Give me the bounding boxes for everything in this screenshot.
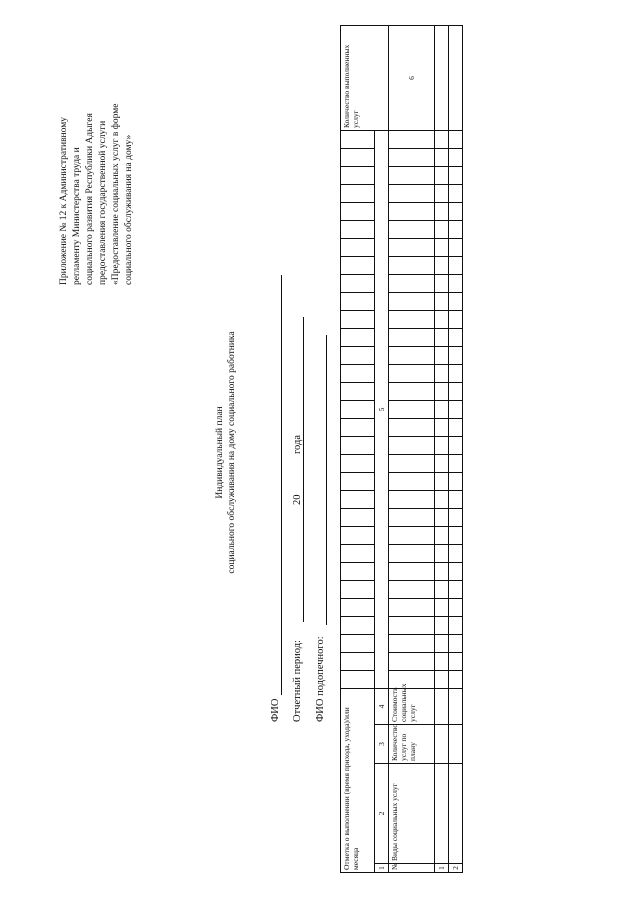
table-cell[interactable]	[449, 725, 463, 764]
day-cell[interactable]	[389, 526, 435, 544]
mark-header: Отметка о выполнении (время прихода, ухода)/или месяца	[341, 688, 375, 872]
appendix-line: «Предоставление социальных услуг в форме	[111, 103, 121, 285]
day-cell	[341, 580, 375, 598]
day-cell[interactable]	[435, 634, 449, 652]
day-cell	[341, 220, 375, 238]
day-cell[interactable]	[449, 382, 463, 400]
day-cell[interactable]	[389, 652, 435, 670]
day-cell[interactable]	[449, 580, 463, 598]
day-cell	[341, 400, 375, 418]
appendix-line: Приложение № 12 к Административному	[59, 117, 69, 285]
day-cell[interactable]	[435, 364, 449, 382]
table-cell[interactable]	[435, 725, 449, 764]
day-cell[interactable]	[435, 130, 449, 148]
day-cell	[341, 256, 375, 274]
table-cell[interactable]	[449, 688, 463, 724]
day-cell[interactable]	[435, 346, 449, 364]
day-cell[interactable]	[389, 310, 435, 328]
day-cell[interactable]	[389, 346, 435, 364]
day-cell[interactable]	[389, 274, 435, 292]
day-cell[interactable]	[449, 436, 463, 454]
day-cell[interactable]	[449, 544, 463, 562]
table-row	[449, 25, 463, 872]
count-done-cell[interactable]	[449, 25, 463, 130]
day-cell	[341, 454, 375, 472]
day-cell[interactable]	[435, 148, 449, 166]
column-header: №	[389, 864, 435, 873]
day-cell[interactable]	[449, 220, 463, 238]
day-cell[interactable]	[389, 454, 435, 472]
ward-line[interactable]	[326, 335, 327, 625]
appendix-line: регламенту Министерства труда и	[72, 147, 82, 285]
day-cell[interactable]	[389, 490, 435, 508]
day-cell[interactable]	[435, 670, 449, 688]
day-cell[interactable]	[449, 166, 463, 184]
column-header: Количество услуг по плану	[389, 725, 435, 764]
day-cell[interactable]	[449, 184, 463, 202]
day-cell[interactable]	[435, 292, 449, 310]
day-cell	[341, 202, 375, 220]
day-cell[interactable]	[389, 400, 435, 418]
column-number-row	[375, 25, 389, 872]
day-cell[interactable]	[435, 328, 449, 346]
day-cell[interactable]	[389, 220, 435, 238]
day-cell[interactable]	[435, 202, 449, 220]
day-cell	[341, 328, 375, 346]
day-cell	[341, 652, 375, 670]
day-cell[interactable]	[389, 634, 435, 652]
header-row	[341, 25, 375, 872]
day-cell[interactable]	[449, 472, 463, 490]
day-cell[interactable]	[449, 292, 463, 310]
day-cell[interactable]	[449, 238, 463, 256]
day-cell[interactable]	[435, 400, 449, 418]
day-cell	[341, 166, 375, 184]
day-cell[interactable]	[435, 382, 449, 400]
day-cell[interactable]	[449, 202, 463, 220]
period-line[interactable]	[303, 317, 304, 622]
day-cell	[341, 508, 375, 526]
day-cell[interactable]	[389, 184, 435, 202]
day-cell	[341, 382, 375, 400]
day-cell[interactable]	[435, 544, 449, 562]
day-cell[interactable]	[389, 544, 435, 562]
day-cell[interactable]	[435, 508, 449, 526]
day-cell[interactable]	[449, 634, 463, 652]
day-cell[interactable]	[389, 238, 435, 256]
column-number: 5	[375, 130, 389, 688]
table-row	[435, 25, 449, 872]
appendix-note	[58, 25, 136, 285]
day-cell	[341, 616, 375, 634]
day-cell[interactable]	[435, 490, 449, 508]
row-number: 2	[449, 864, 463, 873]
day-cell[interactable]	[389, 418, 435, 436]
day-cell[interactable]	[435, 238, 449, 256]
day-cell[interactable]	[435, 526, 449, 544]
day-cell[interactable]	[389, 364, 435, 382]
day-cell[interactable]	[449, 400, 463, 418]
day-cell[interactable]	[449, 670, 463, 688]
day-cell[interactable]	[449, 598, 463, 616]
day-cell	[341, 436, 375, 454]
day-cell[interactable]	[389, 130, 435, 148]
day-cell[interactable]	[389, 256, 435, 274]
day-cell[interactable]	[389, 598, 435, 616]
ward-label: ФИО подопечного:	[315, 636, 326, 722]
day-cell[interactable]	[449, 310, 463, 328]
day-cell[interactable]	[449, 616, 463, 634]
day-cell[interactable]	[449, 256, 463, 274]
day-cell	[341, 490, 375, 508]
day-cell[interactable]	[389, 148, 435, 166]
table-cell[interactable]	[435, 688, 449, 724]
day-cell[interactable]	[435, 220, 449, 238]
day-cell[interactable]	[389, 166, 435, 184]
count-done-header: Количество выполненных услуг	[341, 25, 389, 130]
day-cell	[341, 526, 375, 544]
day-cell[interactable]	[449, 418, 463, 436]
day-cell[interactable]	[435, 274, 449, 292]
day-cell[interactable]	[389, 562, 435, 580]
day-cell[interactable]	[449, 364, 463, 382]
day-cell[interactable]	[435, 166, 449, 184]
day-cell	[341, 364, 375, 382]
day-cell[interactable]	[435, 562, 449, 580]
document-title	[214, 0, 238, 905]
column-number: 6	[389, 25, 435, 130]
day-cell[interactable]	[435, 184, 449, 202]
column-number: 4	[375, 688, 389, 724]
table-cell[interactable]	[449, 764, 463, 864]
day-cell[interactable]	[449, 562, 463, 580]
appendix-line: предоставления государственной услуги	[98, 120, 108, 285]
day-cell	[341, 562, 375, 580]
year-prefix: 20	[292, 494, 303, 505]
fio-label: ФИО	[270, 698, 281, 722]
day-cell	[341, 544, 375, 562]
appendix-line: социального обслуживания на дому»	[124, 134, 134, 285]
day-cell[interactable]	[449, 328, 463, 346]
day-cell	[341, 130, 375, 148]
day-cell[interactable]	[435, 652, 449, 670]
column-number: 1	[375, 864, 389, 873]
day-cell[interactable]	[449, 652, 463, 670]
day-cell[interactable]	[449, 490, 463, 508]
day-cell[interactable]	[435, 616, 449, 634]
day-cell	[341, 418, 375, 436]
day-cell[interactable]	[435, 256, 449, 274]
day-cell	[341, 634, 375, 652]
day-cell[interactable]	[389, 616, 435, 634]
day-cell[interactable]	[435, 436, 449, 454]
day-cell	[341, 346, 375, 364]
day-cell	[341, 274, 375, 292]
period-label: Отчетный период:	[292, 640, 303, 722]
day-cell[interactable]	[449, 130, 463, 148]
column-header: Стоимость социальных услуг	[389, 688, 435, 724]
day-cell[interactable]	[389, 328, 435, 346]
day-cell	[341, 670, 375, 688]
column-number: 3	[375, 725, 389, 764]
day-cell	[341, 292, 375, 310]
day-cell	[341, 310, 375, 328]
day-cell	[341, 148, 375, 166]
column-number: 2	[375, 764, 389, 864]
day-cell[interactable]	[389, 292, 435, 310]
year-suffix: года	[292, 435, 303, 454]
appendix-line: социального развития Республики Адыгея	[85, 113, 95, 285]
day-cell[interactable]	[435, 454, 449, 472]
count-done-cell[interactable]	[435, 25, 449, 130]
table-cell[interactable]	[435, 764, 449, 864]
fio-line[interactable]	[281, 275, 282, 695]
column-header: Виды социальных услуг	[389, 764, 435, 864]
day-cell[interactable]	[435, 418, 449, 436]
day-cell[interactable]	[389, 436, 435, 454]
day-cell[interactable]	[435, 472, 449, 490]
service-plan-table	[340, 25, 463, 873]
day-cell[interactable]	[449, 346, 463, 364]
day-cell	[341, 238, 375, 256]
day-cell[interactable]	[389, 580, 435, 598]
title-line-2: социального обслуживания на дому социального работника	[227, 331, 237, 574]
day-cell[interactable]	[389, 670, 435, 688]
day-cell[interactable]	[389, 382, 435, 400]
day-cell[interactable]	[435, 580, 449, 598]
day-cell[interactable]	[449, 454, 463, 472]
day-cell[interactable]	[449, 526, 463, 544]
day-cell	[341, 598, 375, 616]
day-cell	[341, 472, 375, 490]
day-cell[interactable]	[449, 148, 463, 166]
day-cell[interactable]	[449, 508, 463, 526]
row-number: 1	[435, 864, 449, 873]
day-cell[interactable]	[389, 472, 435, 490]
column-header-row	[389, 25, 435, 872]
title-line-1: Индивидуальный план	[215, 406, 225, 499]
day-cell[interactable]	[449, 274, 463, 292]
day-cell[interactable]	[389, 202, 435, 220]
day-cell[interactable]	[435, 598, 449, 616]
day-cell[interactable]	[389, 508, 435, 526]
day-cell	[341, 184, 375, 202]
day-cell[interactable]	[435, 310, 449, 328]
